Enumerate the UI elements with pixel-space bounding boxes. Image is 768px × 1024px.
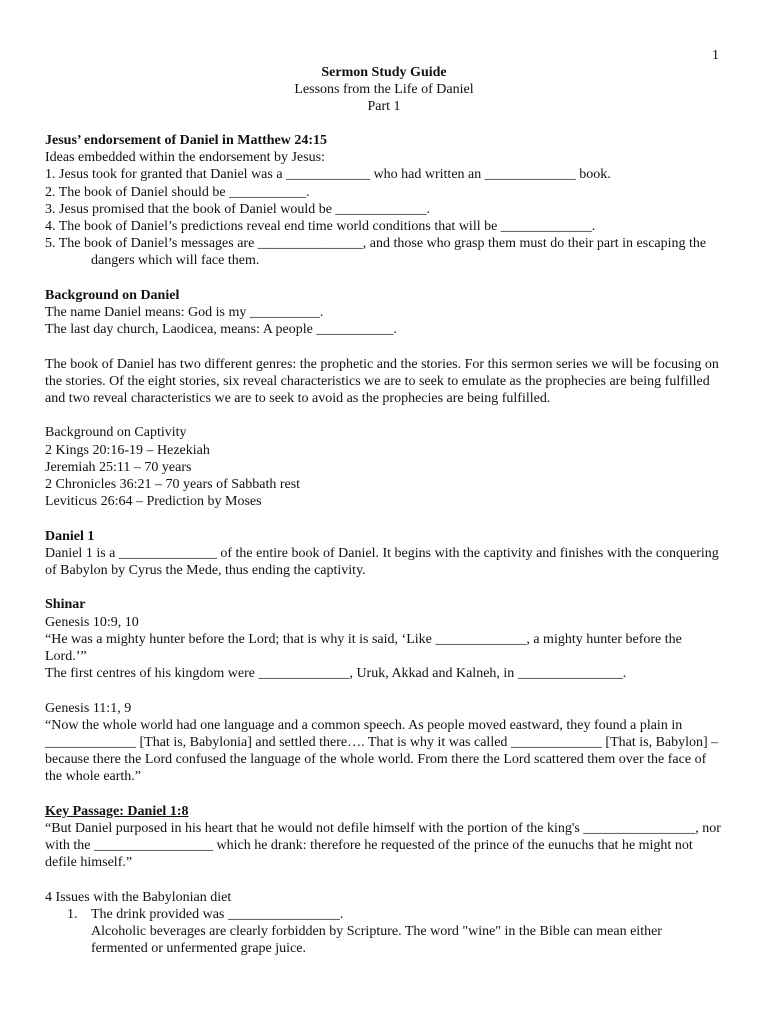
shinar-quote-1: “He was a mighty hunter before the Lord; that is why it is said, ‘Like _____________, a mighty hunter before the Lord.’” [45, 631, 682, 665]
shinar-ref-2: Genesis 11:1, 9 [45, 700, 132, 716]
document-header [0, 64, 768, 115]
captivity-line-1: 2 Kings 20:16-19 – Hezekiah [45, 442, 210, 458]
section-heading-shinar: Shinar [45, 597, 86, 613]
captivity-heading: Background on Captivity [45, 425, 187, 441]
document-title: Sermon Study Guide [321, 65, 447, 80]
endorsement-item-1: 1. Jesus took for granted that Daniel was a ____________ who had written an _____________ book. [45, 167, 611, 183]
background-daniel-line-1: The name Daniel means: God is my __________. [45, 305, 324, 321]
key-passage-quote: “But Daniel purposed in his heart that he would not defile himself with the portion of the king's ________________, nor with the _________________ which he drank: therefore he requested of the prince of the eunuchs that he might not defile himself.” [45, 821, 721, 871]
section-heading-key-passage: Key Passage: Daniel 1:8 [45, 803, 189, 819]
issue-line: The drink provided was ________________. [91, 907, 344, 923]
document-body [45, 132, 721, 958]
section-heading-background-daniel: Background on Daniel [45, 287, 180, 303]
document-subtitle: Lessons from the Life of Daniel [294, 82, 474, 97]
issues-heading: 4 Issues with the Babylonian diet [45, 889, 232, 905]
endorsement-item-4: 4. The book of Daniel’s predictions reveal end time world conditions that will be _____________. [45, 219, 596, 235]
endorsement-item-5-continued: dangers which will face them. [91, 253, 260, 269]
endorsement-item-5: 5. The book of Daniel’s messages are _______________, and those who grasp them must do their part in escaping the [45, 236, 707, 252]
shinar-line-1: The first centres of his kingdom were _____________, Uruk, Akkad and Kalneh, in _______________. [45, 666, 627, 682]
shinar-ref-1: Genesis 10:9, 10 [45, 614, 139, 630]
shinar-quote-2: “Now the whole world had one language and a common speech. As people moved eastward, they found a plain in _____________ [That is, Babylonia] and settled there…. That is why it was called _____________ [That is, Babylon] – because there the Lord confused the language of the whole world. From there the Lord scattered them over the face of the whole earth.” [45, 717, 719, 785]
page-number: 1 [712, 48, 719, 63]
daniel-1-paragraph: Daniel 1 is a ______________ of the entire book of Daniel. It begins with the captivity and finishes with the conquering of Babylon by Cyrus the Mede, thus ending the captivity. [45, 545, 719, 579]
issue-note: Alcoholic beverages are clearly forbidden by Scripture. The word "wine" in the Bible can mean either fermented or unfermented grape juice. [91, 924, 662, 957]
endorsement-item-2: 2. The book of Daniel should be ___________. [45, 184, 310, 200]
section-heading-endorsement: Jesus’ endorsement of Daniel in Matthew 24:15 [45, 133, 328, 148]
issues-list-item [45, 906, 721, 958]
endorsement-intro: Ideas embedded within the endorsement by Jesus: [45, 150, 325, 166]
section-heading-daniel-1: Daniel 1 [45, 528, 95, 544]
document-part: Part 1 [367, 99, 401, 114]
captivity-line-3: 2 Chronicles 36:21 – 70 years of Sabbath rest [45, 477, 301, 493]
captivity-line-4: Leviticus 26:64 – Prediction by Moses [45, 494, 262, 510]
issues-list [45, 906, 721, 958]
endorsement-item-3: 3. Jesus promised that the book of Daniel would be _____________. [45, 201, 430, 217]
genres-paragraph: The book of Daniel has two different genres: the prophetic and the stories. For this sermon series we will be focusing on the stories. Of the eight stories, six reveal characteristics we are to seek to emulate as the prophecies are being fulfilled and two reveal characteristics we are to seek to avoid as the prophecies are being fulfilled. [45, 356, 719, 407]
issue-number: 1. [67, 907, 78, 923]
background-daniel-line-2: The last day church, Laodicea, means: A people ___________. [45, 322, 397, 338]
captivity-line-2: Jeremiah 25:11 – 70 years [45, 459, 192, 475]
